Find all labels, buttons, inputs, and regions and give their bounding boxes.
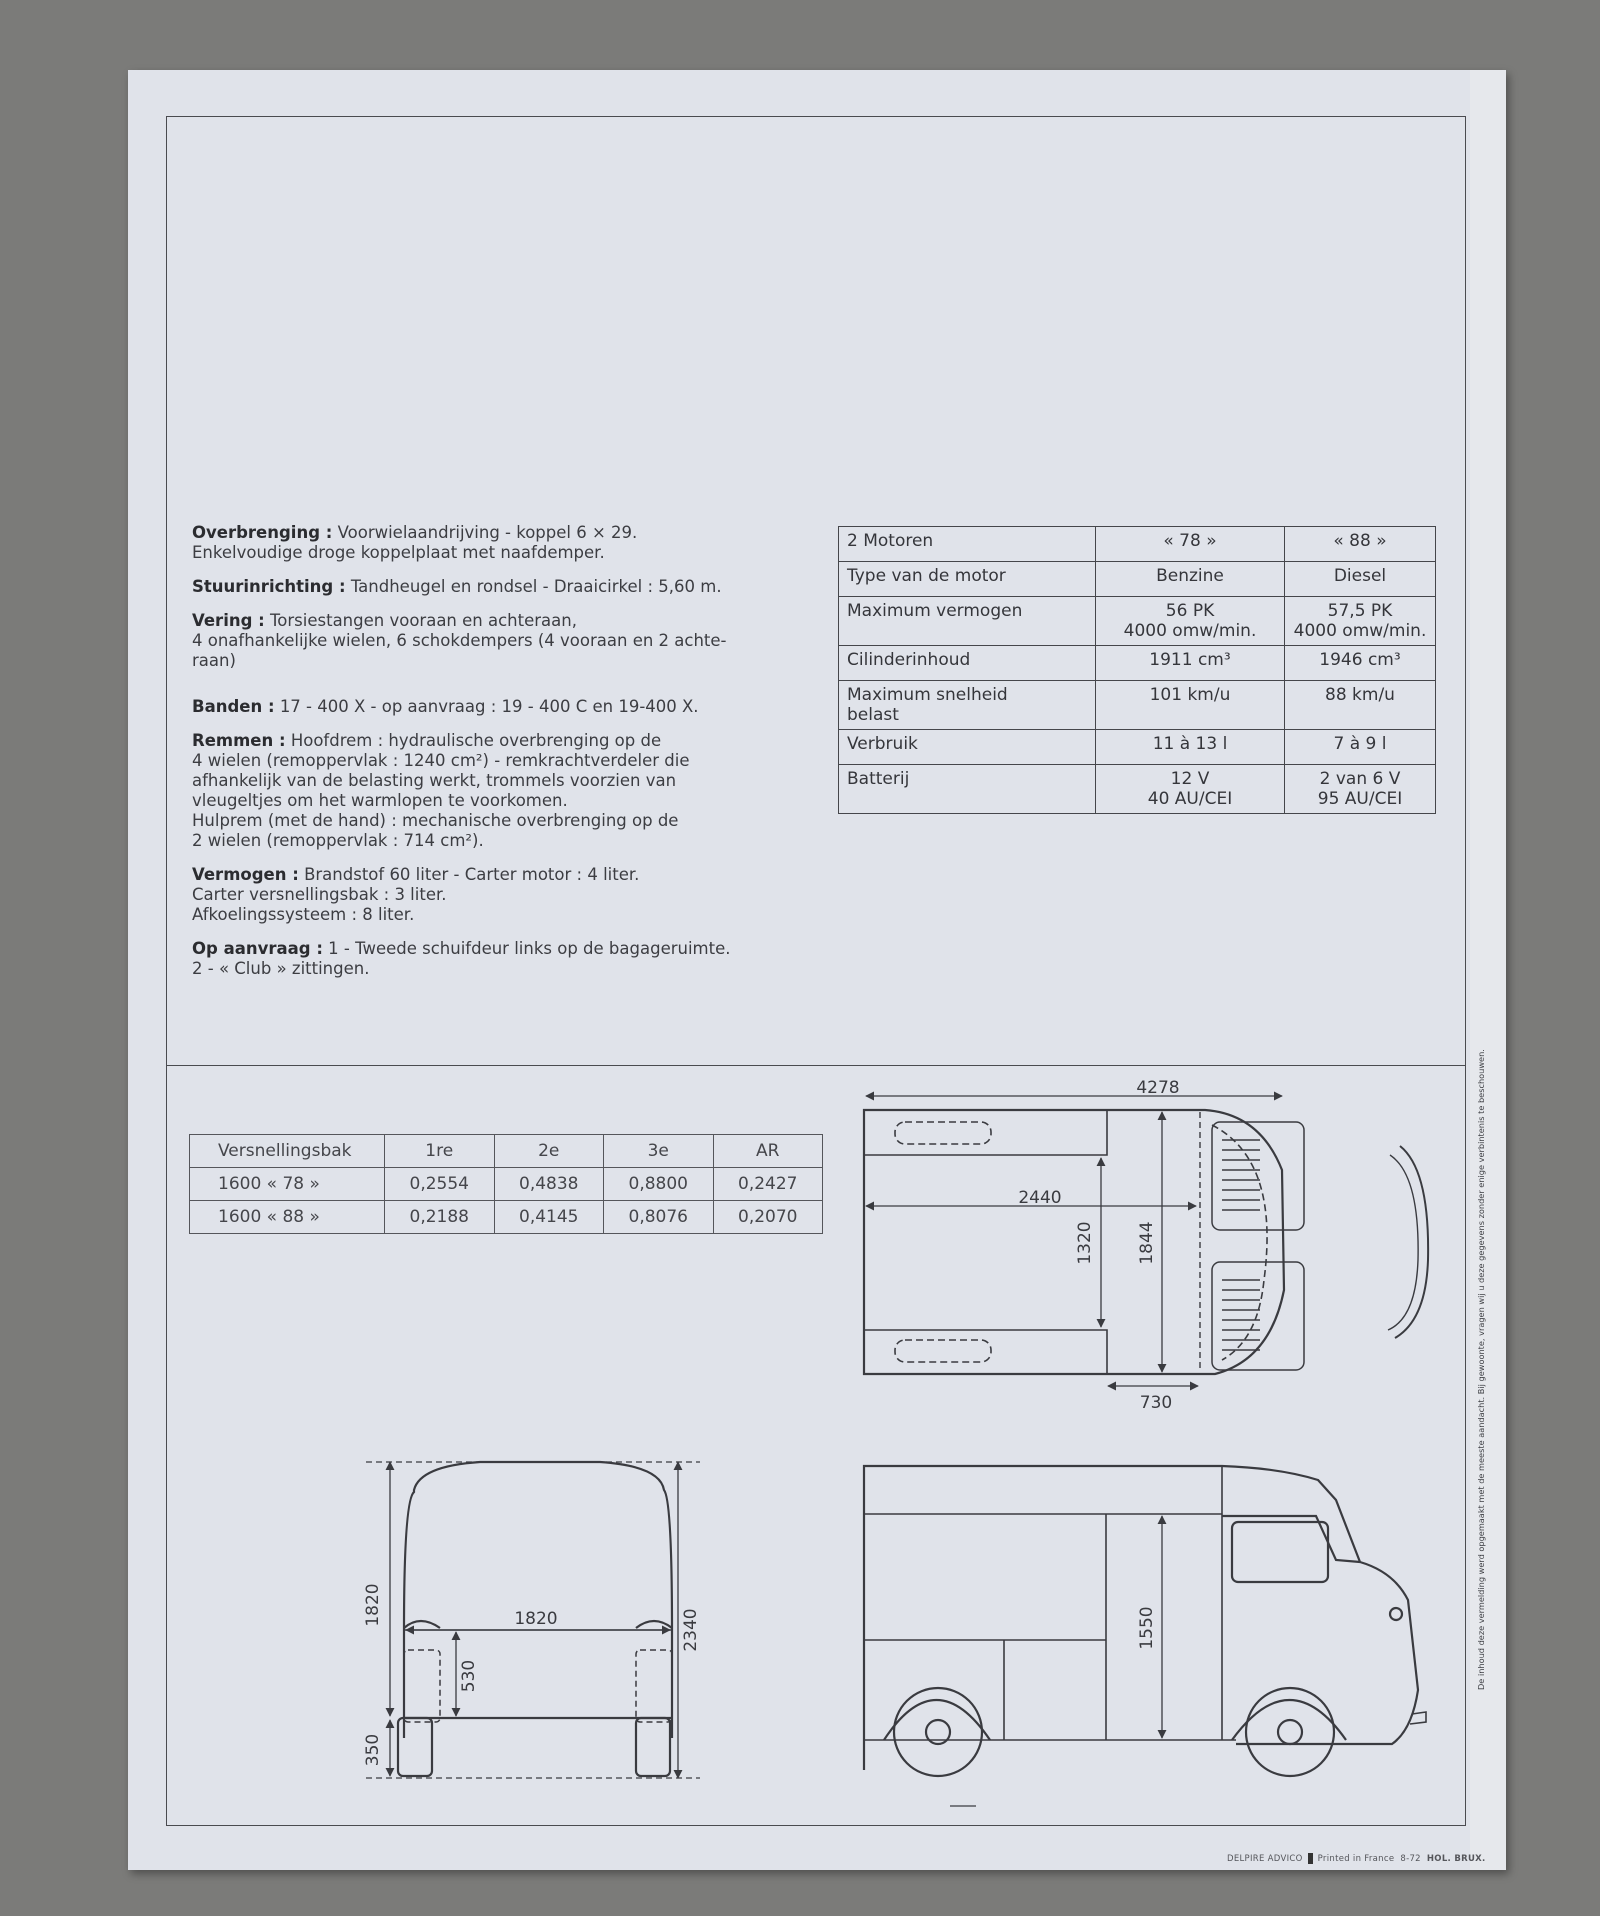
cell-line: Maximum snelheid — [847, 685, 1008, 705]
spec-value: 17 - 400 X - op aanvraag : 19 - 400 C en 19-400 X. — [279, 697, 699, 716]
table-header-cell: 2 Motoren — [839, 527, 1096, 562]
table-cell: Verbruik — [839, 730, 1096, 765]
table-header-cell: « 78 » — [1096, 527, 1285, 562]
spec-label: Banden : — [192, 697, 275, 716]
table-cell: 0,2427 — [713, 1168, 823, 1201]
spec-value: raan) — [192, 651, 236, 670]
cell-line: 12 V — [1170, 769, 1210, 789]
dim-front-wheel-arch: 530 — [459, 1659, 479, 1693]
table-cell: 88 km/u — [1285, 681, 1436, 730]
agency-logo-icon — [1308, 1853, 1313, 1864]
table-cell: Diesel — [1285, 562, 1436, 597]
cell-line: 4000 omw/min. — [1123, 621, 1257, 641]
table-cell: 0,2070 — [713, 1201, 823, 1234]
table-cell: 0,2554 — [385, 1168, 495, 1201]
spec-value: Enkelvoudige droge koppelplaat met naafdemper. — [192, 543, 605, 562]
table-header-cell: « 88 » — [1285, 527, 1436, 562]
spec-label: Vermogen : — [192, 865, 299, 884]
footer — [1227, 1853, 1486, 1864]
dim-front-width: 1820 — [514, 1609, 558, 1629]
table-cell: 0,8800 — [604, 1168, 714, 1201]
spec-value: Afkoelingssysteem : 8 liter. — [192, 905, 415, 924]
table-cell: 11 à 13 l — [1096, 730, 1285, 765]
table-cell: 1911 cm³ — [1096, 646, 1285, 681]
dim-front-ground: 350 — [363, 1733, 383, 1767]
disclaimer-note: De inhoud deze vermelding werd opgemaakt met de meeste aandacht. Bij gewoonte, vragen wij u deze gegevens zonder enige verbintenis te beschouwen. — [1476, 1049, 1486, 1690]
table-header-cell: AR — [713, 1135, 823, 1168]
table-cell: Maximum vermogen — [839, 597, 1096, 646]
spec-label: Op aanvraag : — [192, 939, 323, 958]
cell-line: belast — [847, 705, 899, 725]
dim-plan-offset: 730 — [1139, 1393, 1173, 1413]
table-cell: Cilinderinhoud — [839, 646, 1096, 681]
cell-line: 56 PK — [1165, 601, 1215, 621]
table-cell: 1600 « 78 » — [190, 1168, 385, 1201]
table-cell: Batterij — [839, 765, 1096, 814]
table-cell: 0,2188 — [385, 1201, 495, 1234]
table-header-cell: 2e — [494, 1135, 604, 1168]
spec-value: Hoofdrem : hydraulische overbrenging op de — [290, 731, 662, 750]
spec-value: 4 onafhankelijke wielen, 6 schokdempers (4 vooraan en 2 achte- — [192, 631, 727, 650]
dim-side-door-height: 1550 — [1137, 1606, 1157, 1650]
table-cell: Benzine — [1096, 562, 1285, 597]
table-cell: 0,4145 — [494, 1201, 604, 1234]
edition-label: HOL. BRUX. — [1426, 1854, 1486, 1864]
plan-view-dimensions — [866, 1096, 1282, 1386]
dim-plan-inner-width: 1320 — [1075, 1221, 1095, 1265]
spec-value: Carter versnellingsbak : 3 liter. — [192, 885, 447, 904]
cell-line: 57,5 PK — [1327, 601, 1393, 621]
print-code: 8-72 — [1400, 1854, 1421, 1864]
spec-label: Overbrenging : — [192, 523, 333, 542]
agency-name: DELPIRE ADVICO — [1227, 1854, 1303, 1864]
cell-line: 2 van 6 V — [1319, 769, 1401, 789]
spec-value: Voorwielaandrijving - koppel 6 × 29. — [337, 523, 638, 542]
table-cell: 7 à 9 l — [1285, 730, 1436, 765]
spec-value: 2 - « Club » zittingen. — [192, 959, 370, 978]
spec-value: Hulprem (met de hand) : mechanische overbrenging op de — [192, 811, 679, 830]
side-view-dimensions — [950, 1516, 1162, 1806]
spec-value: Brandstof 60 liter - Carter motor : 4 liter. — [304, 865, 640, 884]
dim-plan-length: 4278 — [1136, 1078, 1180, 1098]
spec-label: Vering : — [192, 611, 265, 630]
table-header-cell: 1re — [385, 1135, 495, 1168]
cell-line: 40 AU/CEI — [1147, 789, 1233, 809]
cell-line: 95 AU/CEI — [1317, 789, 1403, 809]
dim-front-total-height: 2340 — [681, 1608, 701, 1652]
table-cell: 101 km/u — [1096, 681, 1285, 730]
table-cell: 0,4838 — [494, 1168, 604, 1201]
spec-value: vleugeltjes om het warmlopen te voorkomen. — [192, 791, 568, 810]
spec-value: 2 wielen (remoppervlak : 714 cm²). — [192, 831, 484, 850]
cell-line: 4000 omw/min. — [1293, 621, 1427, 641]
table-cell: 1600 « 88 » — [190, 1201, 385, 1234]
dim-plan-width: 1844 — [1137, 1221, 1157, 1265]
spec-value: afhankelijk van de belasting werkt, trommels voorzien van — [192, 771, 677, 790]
dim-plan-load-length: 2440 — [1018, 1188, 1062, 1208]
spec-value: Tandheugel en rondsel - Draaicirkel : 5,60 m. — [350, 577, 722, 596]
table-header-cell: Versnellingsbak — [190, 1135, 385, 1168]
table-cell: 1946 cm³ — [1285, 646, 1436, 681]
spec-label: Stuurinrichting : — [192, 577, 346, 596]
table-header-cell: 3e — [604, 1135, 714, 1168]
spec-value: 4 wielen (remoppervlak : 1240 cm²) - remkrachtverdeler die — [192, 751, 690, 770]
table-cell: 0,8076 — [604, 1201, 714, 1234]
spec-label: Remmen : — [192, 731, 286, 750]
spec-value: Torsiestangen vooraan en achteraan, — [270, 611, 577, 630]
printed-note: Printed in France — [1317, 1854, 1395, 1864]
table-cell: Type van de motor — [839, 562, 1096, 597]
spec-value: 1 - Tweede schuifdeur links op de bagageruimte. — [328, 939, 731, 958]
dim-front-height: 1820 — [363, 1583, 383, 1627]
